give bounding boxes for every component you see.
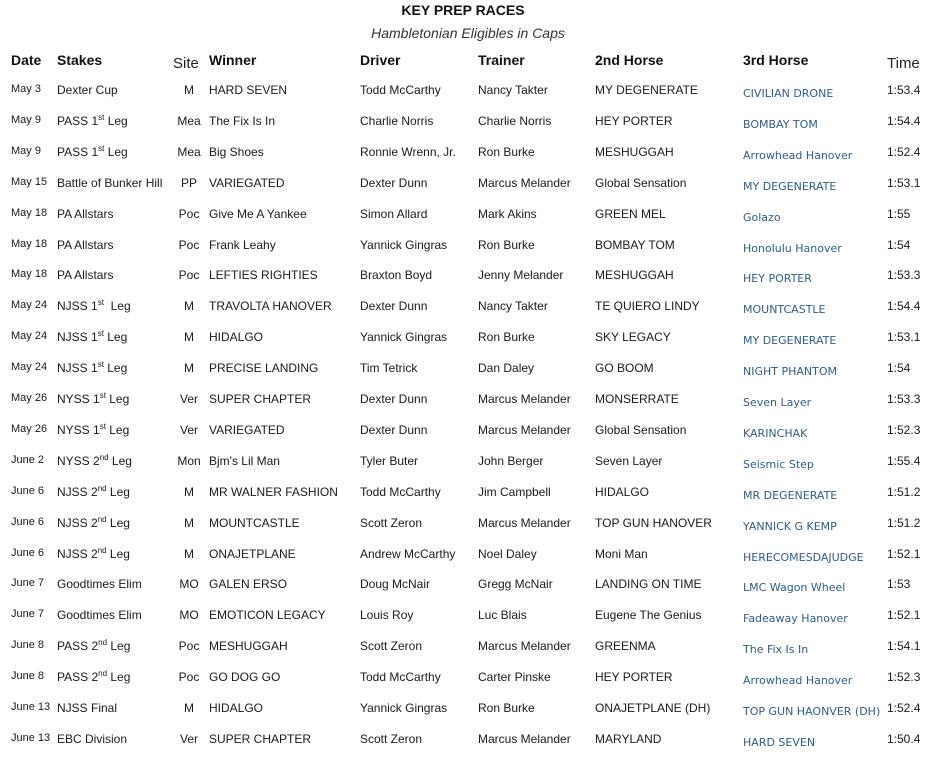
- cell-site: PP: [180, 175, 197, 190]
- cell-winner: SUPER CHAPTER: [209, 392, 312, 406]
- stakes-name: PASS 2: [57, 639, 99, 654]
- cell-site: Poc: [178, 268, 200, 283]
- cell-driver: Scott Zeron: [360, 731, 423, 746]
- table-row: [0, 207, 926, 237]
- cell-time: 1:52.3: [887, 422, 921, 437]
- stakes-ordinal-suffix: nd: [97, 545, 107, 555]
- stakes-leg-suffix: Leg: [106, 515, 130, 530]
- cell-stakes: [57, 361, 127, 375]
- cell-third-horse: Honolulu Hanover: [743, 241, 842, 255]
- cell-trainer: Nancy Takter: [478, 299, 548, 314]
- cell-driver: Todd McCarthy: [360, 484, 441, 499]
- header-third-horse: 3rd Horse: [743, 52, 809, 68]
- cell-driver: Yannick Gingras: [360, 330, 448, 345]
- cell-date: May 9: [11, 113, 41, 126]
- cell-stakes: [57, 608, 142, 622]
- cell-third-horse: TOP GUN HAONVER (DH): [743, 705, 881, 718]
- cell-date: May 15: [11, 175, 48, 188]
- stakes-name: PASS 1: [57, 113, 99, 128]
- cell-time: 1:53.3: [887, 392, 921, 406]
- cell-trainer: Marcus Melander: [478, 392, 571, 406]
- stakes-leg-suffix: Leg: [106, 484, 130, 499]
- cell-time: 1:53: [887, 577, 911, 592]
- cell-stakes: [57, 176, 162, 190]
- table-row: [0, 516, 926, 546]
- cell-winner: Give Me A Yankee: [209, 206, 307, 221]
- cell-date: June 8: [11, 670, 45, 683]
- cell-date: June 8: [11, 639, 45, 652]
- cell-stakes: [57, 299, 131, 313]
- cell-trainer: Ron Burke: [478, 144, 535, 159]
- table-row: [0, 454, 926, 484]
- cell-third-horse: YANNICK G KEMP: [743, 519, 837, 533]
- cell-second-horse: TOP GUN HANOVER: [595, 515, 712, 530]
- stakes-name: NJSS Final: [57, 701, 118, 715]
- cell-driver: Dexter Dunn: [360, 175, 428, 190]
- stakes-ordinal-suffix: nd: [97, 483, 107, 493]
- stakes-leg-suffix: Leg: [108, 453, 132, 468]
- cell-date: June 13: [11, 731, 51, 744]
- cell-site: Mea: [177, 144, 201, 159]
- cell-third-horse: Fadeaway Hanover: [743, 612, 848, 626]
- cell-second-horse: MESHUGGAH: [595, 144, 674, 159]
- cell-site: Poc: [178, 237, 200, 252]
- stakes-name: NJSS 2: [57, 515, 98, 530]
- cell-stakes: [57, 639, 130, 653]
- cell-driver: Todd McCarthy: [360, 83, 441, 97]
- table-row: [0, 485, 926, 515]
- table-row: [0, 701, 926, 731]
- cell-winner: HARD SEVEN: [209, 83, 288, 97]
- cell-driver: Yannick Gingras: [360, 237, 448, 252]
- cell-winner: MR WALNER FASHION: [209, 484, 338, 499]
- table-row: [0, 176, 926, 206]
- cell-driver: Doug McNair: [360, 577, 431, 592]
- cell-trainer: Ron Burke: [478, 237, 535, 252]
- cell-date: May 9: [11, 144, 41, 157]
- cell-trainer: Marcus Melander: [478, 175, 571, 190]
- cell-second-horse: LANDING ON TIME: [595, 577, 702, 592]
- cell-date: June 7: [11, 577, 45, 590]
- cell-trainer: Ron Burke: [478, 330, 535, 345]
- cell-stakes: [57, 145, 128, 159]
- cell-winner: LEFTIES RIGHTIES: [209, 268, 318, 283]
- cell-stakes: [57, 670, 130, 684]
- stakes-ordinal-suffix: st: [99, 391, 106, 400]
- cell-trainer: Nancy Takter: [478, 83, 548, 97]
- stakes-name: Dexter Cup: [57, 83, 118, 97]
- cell-date: June 6: [11, 484, 45, 497]
- cell-trainer: Mark Akins: [478, 206, 537, 221]
- cell-winner: HIDALGO: [209, 701, 264, 715]
- cell-time: 1:54.1: [887, 639, 921, 654]
- cell-driver: Dexter Dunn: [360, 299, 428, 314]
- stakes-leg-suffix: Leg: [103, 330, 128, 345]
- cell-time: 1:53.1: [887, 330, 921, 345]
- stakes-leg-suffix: Leg: [105, 392, 130, 406]
- cell-third-horse: The Fix Is In: [743, 643, 809, 657]
- table-row: [0, 423, 926, 453]
- cell-stakes: [57, 516, 130, 530]
- cell-third-horse: MR DEGENERATE: [743, 488, 838, 502]
- stakes-name: Battle of Bunker Hill: [57, 175, 163, 190]
- stakes-ordinal-suffix: st: [97, 360, 104, 370]
- cell-stakes: [57, 83, 118, 97]
- cell-time: 1:55: [887, 206, 911, 221]
- cell-time: 1:52.3: [887, 670, 921, 685]
- cell-time: 1:54: [887, 237, 911, 252]
- cell-time: 1:52.4: [887, 144, 921, 159]
- stakes-name: NYSS 2: [57, 453, 100, 468]
- stakes-leg-suffix: Leg: [106, 546, 130, 561]
- cell-site: MO: [179, 608, 199, 623]
- header-winner: Winner: [209, 52, 257, 68]
- cell-third-horse: CIVILIAN DRONE: [743, 87, 834, 100]
- cell-winner: ONAJETPLANE: [209, 546, 296, 561]
- cell-trainer: Jim Campbell: [478, 484, 551, 499]
- stakes-name: PA Allstars: [57, 206, 114, 221]
- cell-date: May 24: [11, 299, 48, 312]
- cell-site: Poc: [178, 206, 200, 221]
- cell-third-horse: Seismic Step: [743, 457, 814, 471]
- stakes-name: PASS 1: [57, 144, 99, 159]
- cell-second-horse: HEY PORTER: [595, 670, 673, 685]
- table-row: [0, 114, 926, 144]
- cell-stakes: [57, 392, 129, 406]
- cell-date: May 26: [11, 392, 48, 404]
- stakes-leg-suffix: Leg: [107, 670, 131, 685]
- cell-stakes: [57, 268, 113, 282]
- cell-trainer: Marcus Melander: [478, 731, 571, 746]
- stakes-ordinal-suffix: nd: [99, 452, 109, 462]
- cell-winner: GO DOG GO: [209, 670, 281, 685]
- cell-second-horse: MONSERRATE: [595, 392, 679, 406]
- cell-driver: Louis Roy: [360, 608, 414, 623]
- stakes-name: PA Allstars: [57, 237, 114, 252]
- stakes-name: Goodtimes Elim: [57, 577, 142, 592]
- header-second-horse: 2nd Horse: [595, 52, 664, 68]
- cell-site: MO: [179, 577, 199, 592]
- cell-site: M: [184, 361, 194, 376]
- cell-trainer: Noel Daley: [478, 546, 537, 561]
- cell-trainer: Marcus Melander: [478, 515, 571, 530]
- cell-driver: Dexter Dunn: [360, 392, 428, 406]
- table-row: [0, 238, 926, 268]
- cell-time: 1:54: [887, 361, 911, 376]
- cell-second-horse: MESHUGGAH: [595, 268, 674, 283]
- cell-time: 1:54.4: [887, 113, 921, 128]
- cell-time: 1:53.3: [887, 268, 921, 283]
- cell-trainer: Charlie Norris: [478, 113, 552, 128]
- cell-stakes: [57, 547, 130, 561]
- cell-trainer: Dan Daley: [478, 361, 535, 376]
- cell-time: 1:52.1: [887, 546, 921, 561]
- cell-site: M: [184, 83, 194, 97]
- cell-trainer: Luc Blais: [478, 608, 527, 623]
- cell-third-horse: Seven Layer: [743, 396, 812, 409]
- table-row: [0, 639, 926, 669]
- cell-driver: Yannick Gingras: [360, 701, 448, 715]
- stakes-name: NJSS 1: [57, 330, 98, 345]
- cell-third-horse: MOUNTCASTLE: [743, 303, 826, 317]
- cell-stakes: [57, 207, 113, 221]
- cell-trainer: Carter Pinske: [478, 670, 551, 685]
- stakes-name: Goodtimes Elim: [57, 608, 142, 623]
- cell-site: Mea: [177, 113, 201, 128]
- stakes-name: NJSS 1: [57, 299, 98, 314]
- cell-driver: Ronnie Wrenn, Jr.: [360, 144, 456, 159]
- cell-stakes: [57, 114, 128, 128]
- stakes-ordinal-suffix: nd: [97, 514, 107, 524]
- cell-winner: HIDALGO: [209, 330, 264, 345]
- cell-site: M: [184, 701, 194, 715]
- cell-time: 1:53.4: [887, 83, 921, 97]
- cell-site: Ver: [179, 422, 198, 437]
- table-row: [0, 268, 926, 298]
- cell-third-horse: LMC Wagon Wheel: [743, 581, 846, 595]
- cell-time: 1:51.2: [887, 515, 921, 530]
- cell-site: Ver: [179, 731, 198, 746]
- cell-time: 1:52.4: [887, 701, 921, 715]
- cell-date: June 6: [11, 515, 45, 528]
- stakes-leg-suffix: Leg: [105, 422, 130, 437]
- cell-second-horse: ONAJETPLANE (DH): [595, 701, 711, 715]
- cell-trainer: John Berger: [478, 453, 544, 468]
- cell-winner: MOUNTCASTLE: [209, 515, 300, 530]
- cell-site: Poc: [178, 670, 200, 685]
- stakes-ordinal-suffix: nd: [98, 638, 108, 648]
- cell-stakes: [57, 330, 127, 344]
- stakes-name: EBC Division: [57, 731, 128, 746]
- cell-winner: GALEN ERSO: [209, 577, 288, 592]
- cell-winner: Big Shoes: [209, 144, 264, 159]
- stakes-ordinal-suffix: st: [99, 421, 106, 431]
- cell-winner: VARIEGATED: [209, 422, 285, 437]
- table-row: [0, 145, 926, 175]
- cell-winner: Bjm's Lil Man: [209, 453, 280, 468]
- cell-winner: MESHUGGAH: [209, 639, 288, 654]
- cell-stakes: [57, 423, 129, 437]
- stakes-leg-suffix: Leg: [107, 639, 131, 654]
- cell-time: 1:52.1: [887, 608, 921, 623]
- cell-trainer: Jenny Melander: [478, 268, 564, 283]
- cell-date: May 3: [11, 83, 41, 95]
- cell-winner: EMOTICON LEGACY: [209, 608, 326, 623]
- cell-second-horse: Global Sensation: [595, 175, 687, 190]
- cell-third-horse: HARD SEVEN: [743, 735, 816, 749]
- table-row: [0, 577, 926, 607]
- stakes-leg-suffix: Leg: [103, 299, 131, 314]
- cell-time: 1:53.1: [887, 175, 921, 190]
- cell-site: Poc: [178, 639, 200, 654]
- cell-time: 1:51.2: [887, 484, 921, 499]
- table-row: [0, 392, 926, 422]
- cell-driver: Braxton Boyd: [360, 268, 433, 283]
- cell-driver: Andrew McCarthy: [360, 546, 456, 561]
- stakes-name: NJSS 2: [57, 484, 98, 499]
- cell-driver: Simon Allard: [360, 206, 428, 221]
- cell-site: Ver: [179, 392, 198, 406]
- cell-site: M: [184, 330, 194, 345]
- stakes-ordinal-suffix: st: [97, 329, 104, 339]
- cell-winner: TRAVOLTA HANOVER: [209, 299, 332, 314]
- table-row: [0, 361, 926, 391]
- cell-second-horse: MARYLAND: [595, 731, 662, 746]
- cell-site: M: [184, 299, 194, 314]
- cell-date: June 13: [11, 701, 51, 713]
- table-row: [0, 608, 926, 638]
- cell-trainer: Gregg McNair: [478, 577, 553, 592]
- cell-winner: VARIEGATED: [209, 175, 285, 190]
- cell-third-horse: MY DEGENERATE: [743, 179, 837, 193]
- cell-time: 1:55.4: [887, 453, 921, 468]
- cell-second-horse: HEY PORTER: [595, 113, 673, 128]
- stakes-ordinal-suffix: st: [98, 112, 105, 122]
- cell-stakes: [57, 485, 130, 499]
- cell-date: May 24: [11, 361, 48, 374]
- table-row: [0, 670, 926, 700]
- cell-second-horse: BOMBAY TOM: [595, 237, 675, 252]
- cell-site: Mon: [177, 453, 201, 468]
- cell-third-horse: HEY PORTER: [743, 272, 812, 286]
- cell-third-horse: Arrowhead Hanover: [743, 148, 853, 162]
- cell-winner: PRECISE LANDING: [209, 361, 319, 376]
- stakes-name: NYSS 1: [57, 392, 100, 406]
- cell-driver: Tim Tetrick: [360, 361, 418, 376]
- cell-second-horse: GREEN MEL: [595, 206, 666, 221]
- cell-time: 1:50.4: [887, 731, 921, 746]
- cell-third-horse: NIGHT PHANTOM: [743, 365, 838, 379]
- cell-third-horse: KARINCHAK: [743, 426, 808, 440]
- header-date: Date: [11, 52, 42, 68]
- header-driver: Driver: [360, 52, 401, 68]
- cell-time: 1:54.4: [887, 299, 921, 314]
- cell-driver: Scott Zeron: [360, 639, 423, 654]
- cell-date: May 24: [11, 330, 48, 343]
- cell-trainer: Marcus Melander: [478, 639, 571, 654]
- cell-trainer: Ron Burke: [478, 701, 535, 715]
- cell-second-horse: Seven Layer: [595, 453, 663, 468]
- cell-stakes: [57, 701, 117, 715]
- header-stakes: Stakes: [57, 52, 103, 68]
- table-row: [0, 732, 926, 762]
- cell-second-horse: TE QUIERO LINDY: [595, 299, 700, 314]
- cell-second-horse: GREENMA: [595, 639, 656, 654]
- stakes-name: NYSS 1: [57, 422, 100, 437]
- cell-third-horse: MY DEGENERATE: [743, 334, 837, 348]
- cell-driver: Dexter Dunn: [360, 422, 428, 437]
- cell-site: M: [184, 484, 194, 499]
- table-row: [0, 547, 926, 577]
- cell-second-horse: SKY LEGACY: [595, 330, 671, 345]
- cell-third-horse: BOMBAY TOM: [743, 117, 818, 131]
- cell-second-horse: Eugene The Genius: [595, 608, 702, 623]
- cell-second-horse: GO BOOM: [595, 361, 654, 376]
- cell-driver: Tyler Buter: [360, 453, 419, 468]
- table-row: [0, 83, 926, 113]
- cell-second-horse: Moni Man: [595, 546, 648, 561]
- stakes-name: PA Allstars: [57, 268, 114, 283]
- header-site: Site: [173, 55, 199, 72]
- page-subtitle: Hambletonian Eligibles in Caps: [371, 25, 565, 41]
- cell-date: June 2: [11, 453, 45, 466]
- cell-second-horse: MY DEGENERATE: [595, 83, 698, 97]
- cell-date: June 6: [11, 546, 45, 559]
- stakes-leg-suffix: Leg: [104, 113, 128, 128]
- header-time: Time: [887, 55, 920, 72]
- cell-date: May 18: [11, 268, 48, 281]
- cell-date: June 7: [11, 608, 45, 621]
- cell-driver: Todd McCarthy: [360, 670, 441, 685]
- cell-third-horse: Arrowhead Hanover: [743, 674, 853, 688]
- table-row: [0, 299, 926, 329]
- cell-date: May 26: [11, 422, 48, 435]
- stakes-leg-suffix: Leg: [104, 144, 128, 159]
- cell-second-horse: Global Sensation: [595, 422, 687, 437]
- cell-stakes: [57, 238, 113, 252]
- page-title: KEY PREP RACES: [401, 2, 525, 18]
- cell-stakes: [57, 454, 132, 468]
- stakes-ordinal-suffix: st: [98, 143, 105, 153]
- cell-third-horse: Golazo: [743, 210, 781, 224]
- cell-second-horse: HIDALGO: [595, 484, 650, 499]
- cell-driver: Scott Zeron: [360, 515, 423, 530]
- stakes-name: NJSS 2: [57, 546, 98, 561]
- stakes-leg-suffix: Leg: [103, 361, 128, 376]
- stakes-name: PASS 2: [57, 670, 99, 685]
- table-row: [0, 330, 926, 360]
- cell-stakes: [57, 577, 142, 591]
- cell-driver: Charlie Norris: [360, 113, 434, 128]
- cell-stakes: [57, 732, 127, 746]
- cell-site: M: [184, 515, 194, 530]
- stakes-ordinal-suffix: nd: [98, 669, 108, 679]
- stakes-name: NJSS 1: [57, 361, 98, 376]
- cell-site: M: [184, 546, 194, 561]
- cell-winner: Frank Leahy: [209, 237, 276, 252]
- header-trainer: Trainer: [478, 52, 525, 68]
- stakes-ordinal-suffix: st: [97, 298, 104, 308]
- cell-date: May 18: [11, 237, 48, 250]
- cell-trainer: Marcus Melander: [478, 422, 571, 437]
- cell-third-horse: HERECOMESDAJUDGE: [743, 550, 864, 564]
- cell-date: May 18: [11, 206, 48, 219]
- cell-winner: The Fix Is In: [209, 113, 276, 128]
- cell-winner: SUPER CHAPTER: [209, 731, 312, 746]
